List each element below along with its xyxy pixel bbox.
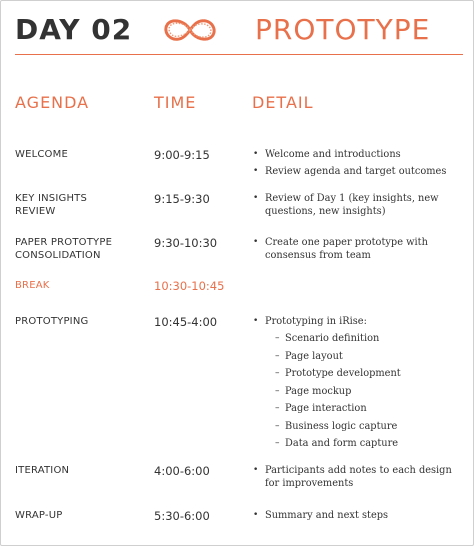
- detail-subitem: – Prototype development: [275, 367, 467, 380]
- agenda-item-label: WRAP-UP: [15, 510, 63, 521]
- agenda-item-details: [252, 236, 467, 266]
- detail-subitem: – Page interaction: [275, 402, 467, 415]
- agenda-item-time: 4:00-6:00: [154, 464, 210, 478]
- infinity-logo-icon: [161, 11, 219, 49]
- header-divider: [15, 54, 463, 55]
- agenda-item-details: [252, 148, 467, 182]
- detail-subitem: – Scenario definition: [275, 332, 467, 345]
- detail-item: • Summary and next steps: [252, 509, 467, 522]
- agenda-item-details: [252, 315, 467, 455]
- agenda-item-details: [252, 464, 467, 494]
- agenda-item-time: 10:30-10:45: [154, 279, 225, 293]
- detail-subitem: – Page layout: [275, 350, 467, 363]
- agenda-item-label: PAPER PROTOTYPE CONSOLIDATION: [15, 237, 113, 261]
- agenda-item-time: 5:30-6:00: [154, 509, 210, 523]
- agenda-item-label: BREAK: [15, 280, 50, 291]
- detail-item: • Review agenda and target outcomes: [252, 165, 467, 178]
- agenda-item-details: [252, 192, 467, 222]
- day-title: DAY 02: [15, 13, 133, 46]
- agenda-item-label: ITERATION: [15, 465, 70, 476]
- agenda-item-label: WELCOME: [15, 149, 68, 160]
- detail-subitem: – Data and form capture: [275, 437, 467, 450]
- detail-item-text: Prototyping in iRise:: [265, 316, 367, 327]
- detail-item: [252, 315, 467, 450]
- agenda-item-time: 9:30-10:30: [154, 236, 218, 250]
- detail-item: • Review of Day 1 (key insights, new questions, new insights): [252, 192, 467, 218]
- page-header: [15, 11, 463, 51]
- detail-sublist: [265, 332, 467, 450]
- detail-item: • Create one paper prototype with consensus from team: [252, 236, 467, 262]
- column-header-detail: DETAIL: [252, 93, 314, 112]
- header-title: PROTOTYPE: [255, 13, 431, 46]
- agenda-item-time: 9:00-9:15: [154, 148, 210, 162]
- detail-item: • Participants add notes to each design for improvements: [252, 464, 467, 490]
- agenda-item-time: 10:45-4:00: [154, 315, 218, 329]
- detail-item: • Welcome and introductions: [252, 148, 467, 161]
- column-header-time: TIME: [154, 93, 197, 112]
- agenda-item-label: PROTOTYPING: [15, 316, 89, 327]
- agenda-item-details: [252, 509, 467, 526]
- detail-subitem: – Business logic capture: [275, 420, 467, 433]
- detail-subitem: – Page mockup: [275, 385, 467, 398]
- column-header-agenda: AGENDA: [15, 93, 90, 112]
- agenda-item-label: KEY INSIGHTS REVIEW: [15, 193, 88, 217]
- agenda-item-time: 9:15-9:30: [154, 192, 210, 206]
